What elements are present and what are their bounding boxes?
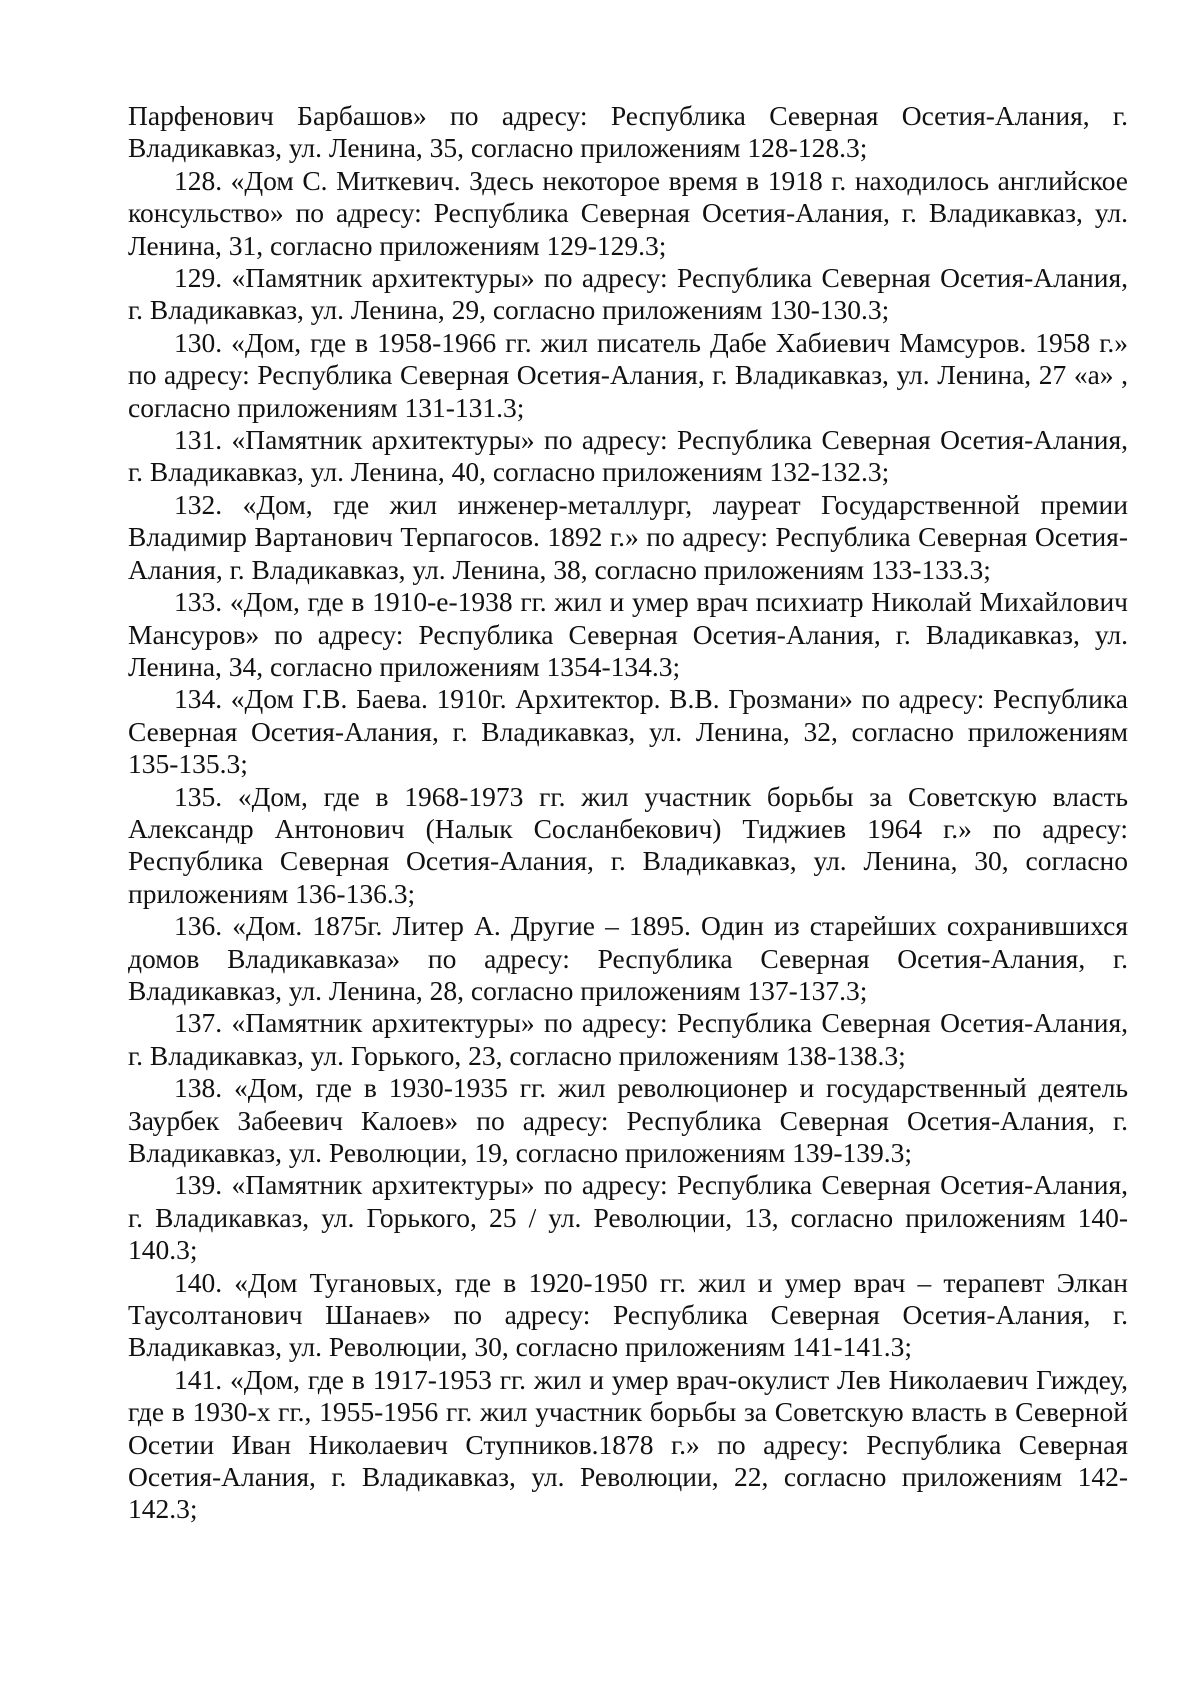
paragraph-continuation: Парфенович Барбашов» по адресу: Республика Северная Осетия-Алания, г. Владикавказ, ул. Ленина, 35, согласно приложениям 128-128.3; — [128, 100, 1128, 164]
paragraph-item-129: 129. «Памятник архитектуры» по адресу: Республика Северная Осетия-Алания, г. Владикавказ, ул. Ленина, 29, согласно приложениям 130-130.3; — [128, 262, 1128, 326]
paragraph-item-133: 133. «Дом, где в 1910-е-1938 гг. жил и умер врач психиатр Николай Михайлович Мансуров» по адресу: Республика Северная Осетия-Алания, г. Владикавказ, ул. Ленина, 34, согласно приложениям 1354-134.3; — [128, 586, 1128, 682]
paragraph-item-140: 140. «Дом Тугановых, где в 1920-1950 гг. жил и умер врач – терапевт Элкан Таусолтанович Шанаев» по адресу: Республика Северная Осетия-Алания, г. Владикавказ, ул. Революции, 30, согласно приложениям 141-141.3; — [128, 1266, 1128, 1363]
paragraph-item-141: 141. «Дом, где в 1917-1953 гг. жил и умер врач-окулист Лев Николаевич Гиждеу, где в 1930-х гг., 1955-1956 гг. жил участник борьбы за Советскую власть в Северной Осетии Иван Николаевич Ступников.1878 г.» по адресу: Республика Северная Осетия-Алания, г. Владикавказ, ул. Революции, 22, согласно приложениям 142-142.3; — [128, 1363, 1128, 1525]
paragraph-item-134: 134. «Дом Г.В. Баева. 1910г. Архитектор. В.В. Грозмани» по адресу: Республика Северная Осетия-Алания, г. Владикавказ, ул. Ленина, 32, согласно приложениям 135-135.3; — [128, 683, 1128, 780]
paragraph-item-131: 131. «Памятник архитектуры» по адресу: Республика Северная Осетия-Алания, г. Владикавказ, ул. Ленина, 40, согласно приложениям 132-132.3; — [128, 424, 1128, 488]
paragraph-item-139: 139. «Памятник архитектуры» по адресу: Республика Северная Осетия-Алания, г. Владикавказ, ул. Горького, 25 / ул. Революции, 13, согласно приложениям 140-140.3; — [128, 1169, 1128, 1266]
paragraph-item-137: 137. «Памятник архитектуры» по адресу: Республика Северная Осетия-Алания, г. Владикавказ, ул. Горького, 23, согласно приложениям 138-138.3; — [128, 1007, 1128, 1071]
paragraph-item-130: 130. «Дом, где в 1958-1966 гг. жил писатель Дабе Хабиевич Мамсуров. 1958 г.» по адресу: Республика Северная Осетия-Алания, г. Владикавказ, ул. Ленина, 27 «а» , согласно приложениям 131-131.3; — [128, 326, 1128, 423]
paragraph-item-128: 128. «Дом С. Миткевич. Здесь некоторое время в 1918 г. находилось английское консульство» по адресу: Республика Северная Осетия-Алания, г. Владикавказ, ул. Ленина, 31, согласно приложениям 129-129.3; — [128, 164, 1128, 261]
document-body — [128, 100, 1128, 1526]
paragraph-item-135: 135. «Дом, где в 1968-1973 гг. жил участник борьбы за Советскую власть Александр Антонович (Налык Сосланбекович) Тиджиев 1964 г.» по адресу: Республика Северная Осетия-Алания, г. Владикавказ, ул. Ленина, 30, согласно приложениям 136-136.3; — [128, 780, 1128, 909]
paragraph-item-132: 132. «Дом, где жил инженер-металлург, лауреат Государственной премии Владимир Вартанович Терпагосов. 1892 г.» по адресу: Республика Северная Осетия-Алания, г. Владикавказ, ул. Ленина, 38, согласно приложениям 133-133.3; — [128, 488, 1128, 585]
paragraph-item-136: 136. «Дом. 1875г. Литер А. Другие – 1895. Один из старейших сохранившихся домов Владикавказа» по адресу: Республика Северная Осетия-Алания, г. Владикавказ, ул. Ленина, 28, согласно приложениям 137-137.3; — [128, 910, 1128, 1006]
paragraph-item-138: 138. «Дом, где в 1930-1935 гг. жил революционер и государственный деятель Заурбек Забеевич Калоев» по адресу: Республика Северная Осетия-Алания, г. Владикавказ, ул. Революции, 19, согласно приложениям 139-139.3; — [128, 1072, 1128, 1168]
